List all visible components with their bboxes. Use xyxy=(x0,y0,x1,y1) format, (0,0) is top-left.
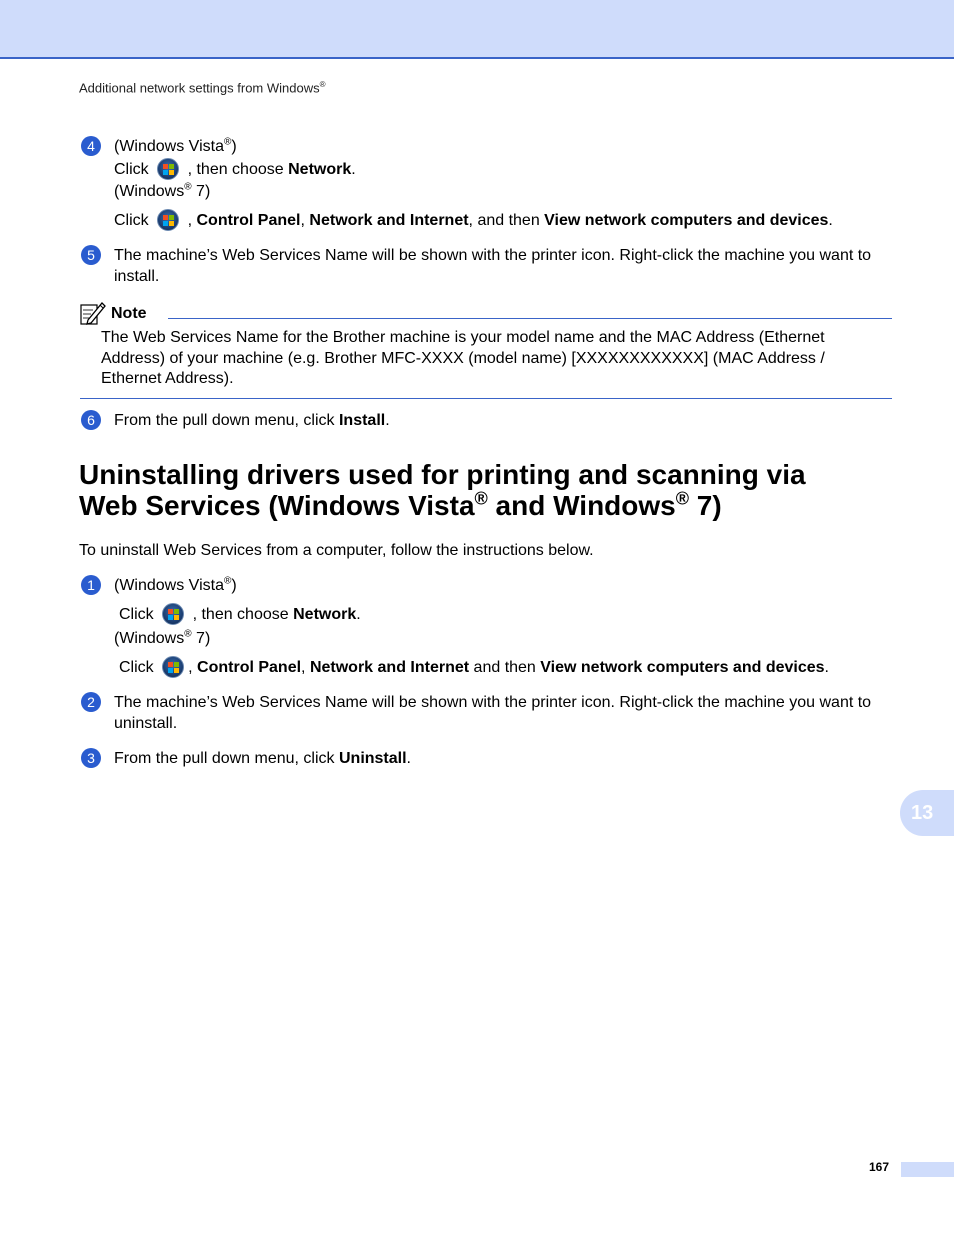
note-pencil-icon xyxy=(80,300,106,326)
windows-start-icon xyxy=(157,158,179,180)
header-band xyxy=(0,0,954,59)
step-number-3: 3 xyxy=(81,748,101,768)
note-divider xyxy=(168,318,892,319)
chapter-tab: 13 xyxy=(900,790,954,836)
step2-text: The machine’s Web Services Name will be shown with the printer icon. Right-click the machine you want to uninstall. xyxy=(114,694,872,732)
note-text: The Web Services Name for the Brother machine is your model name and the MAC Address (Ethernet Address) of your machine (e.g. Brother MFC-XXXX (model name) [XXXXXXXXXXXX] (MAC Address / Ethernet Address). xyxy=(101,329,825,387)
page-number-bar xyxy=(901,1162,954,1177)
step-number-1: 1 xyxy=(81,575,101,595)
step5-text: The machine’s Web Services Name will be shown with the printer icon. Right-click the machine you want to install. xyxy=(114,247,872,285)
step4-vista-label: (Windows Vista®) xyxy=(114,136,237,155)
section-intro: To uninstall Web Services from a computer, follow the instructions below. xyxy=(79,542,594,559)
step-number-6: 6 xyxy=(81,410,101,430)
note-bottom-divider xyxy=(80,398,892,399)
step4-vista-instruction: Click , then choose Network. xyxy=(114,158,356,180)
step4-win7-label: (Windows® 7) xyxy=(114,181,211,200)
windows-start-icon xyxy=(162,656,184,678)
note-label: Note xyxy=(111,305,147,322)
step-number-2: 2 xyxy=(81,692,101,712)
section-heading: Uninstalling drivers used for printing and scanning via Web Services (Windows Vista® and Windows® 7) xyxy=(79,459,806,521)
step1-vista-label: (Windows Vista®) xyxy=(114,575,237,594)
note-header xyxy=(80,300,892,324)
step-number-5: 5 xyxy=(81,245,101,265)
page-number: 167 xyxy=(869,1160,890,1174)
windows-start-icon xyxy=(162,603,184,625)
step1-win7-label: (Windows® 7) xyxy=(114,628,211,647)
step3-text: From the pull down menu, click Uninstall. xyxy=(114,750,411,767)
breadcrumb: Additional network settings from Windows® xyxy=(79,80,326,96)
step1-vista-instruction: Click , then choose Network. xyxy=(119,603,361,625)
windows-start-icon xyxy=(157,209,179,231)
step-number-4: 4 xyxy=(81,136,101,156)
step6-text: From the pull down menu, click Install. xyxy=(114,412,390,429)
step1-win7-instruction: Click , Control Panel, Network and Internet and then View network computers and devices. xyxy=(119,656,829,678)
step4-win7-instruction: Click , Control Panel, Network and Internet, and then View network computers and devices. xyxy=(114,209,833,231)
